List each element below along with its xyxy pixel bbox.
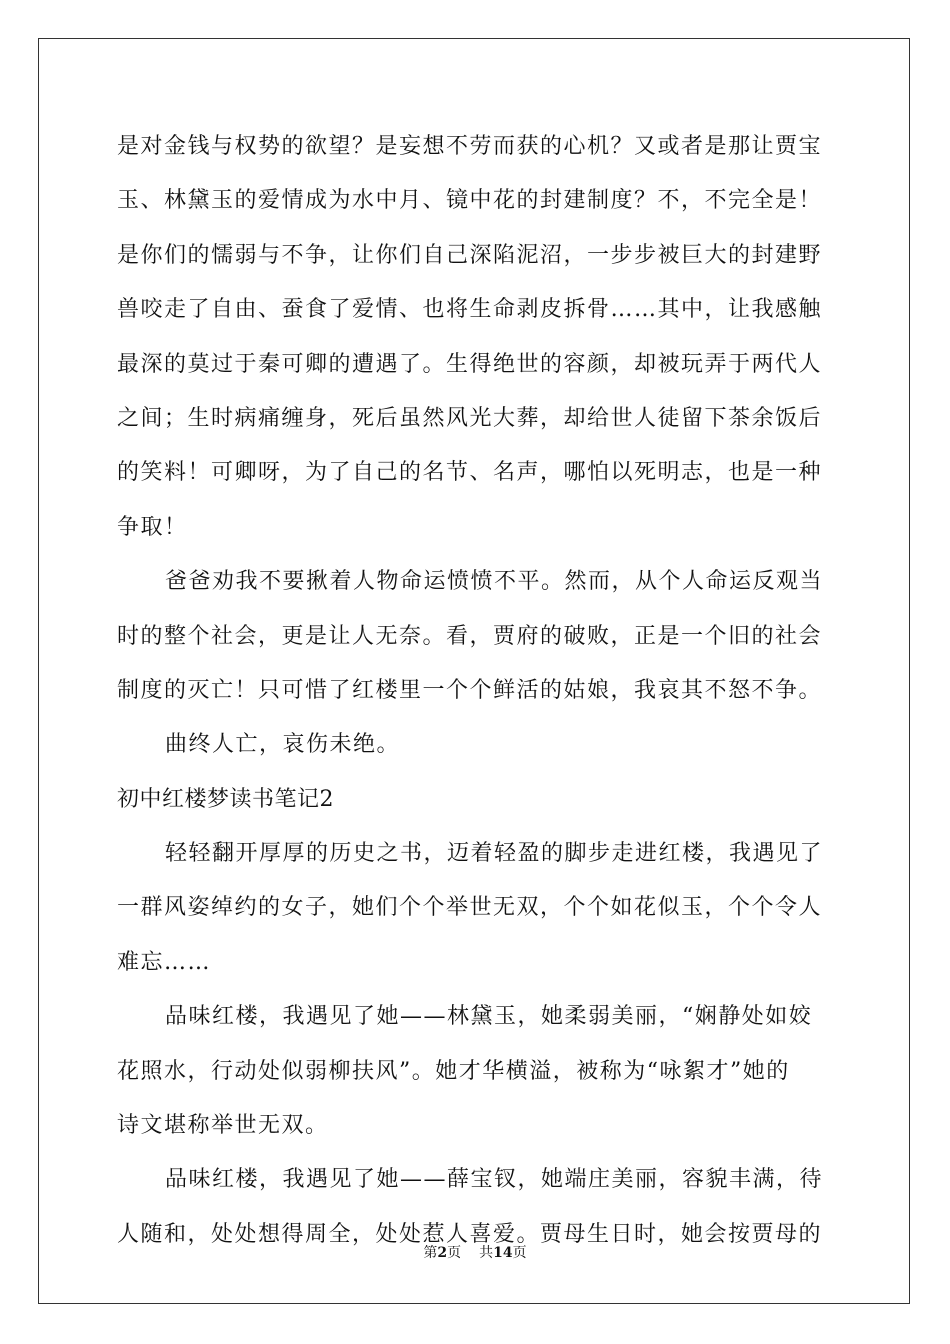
paragraph-start: 爸爸劝我不要揪着人物命运愤愤不平。然而，从个人命运反观当: [165, 569, 824, 595]
paragraph-start: 品味红楼，我遇见了她——薛宝钗，她端庄美丽，容貌丰满，待: [165, 1167, 824, 1193]
text-line: 是你们的懦弱与不争，让你们自己深陷泥沼，一步步被巨大的封建野: [117, 242, 823, 268]
text-line: 争取！: [117, 514, 188, 540]
page-footer: [0, 1242, 950, 1262]
text-line: 最深的莫过于秦可卿的遭遇了。生得绝世的容颜，却被玩弄于两代人: [117, 351, 823, 377]
paragraph-start: 品味红楼，我遇见了她——林黛玉，她柔弱美丽，“娴静处如姣: [165, 1004, 813, 1030]
text-line: 是对金钱与权势的欲望？是妄想不劳而获的心机？又或者是那让贾宝: [117, 134, 823, 159]
total-suffix: 页: [512, 1245, 527, 1261]
page-current: 2: [437, 1245, 448, 1261]
total-prefix: 共: [479, 1245, 494, 1261]
document-body: [117, 120, 833, 1262]
text-line: 制度的灭亡！只可惜了红楼里一个个鲜活的姑娘，我哀其不怒不争。: [117, 677, 823, 703]
text-line: 人随和，处处想得周全，处处惹人喜爱。贾母生日时，她会按贾母的: [117, 1221, 823, 1247]
page-total: 14: [493, 1245, 513, 1261]
page-prefix: 第: [423, 1245, 438, 1261]
text-line: 一群风姿绰约的女子，她们个个举世无双，个个如花似玉，个个令人: [117, 895, 823, 921]
text-line: 兽咬走了自由、蚕食了爱情、也将生命剥皮拆骨……其中，让我感触: [117, 297, 823, 323]
paragraph-start: 轻轻翻开厚厚的历史之书，迈着轻盈的脚步走进红楼，我遇见了: [165, 841, 824, 867]
text-line: 玉、林黛玉的爱情成为水中月、镜中花的封建制度？不，不完全是！: [117, 188, 823, 214]
text-line: 花照水，行动处似弱柳扶风”。她才华横溢，被称为“咏絮才”她的: [117, 1058, 790, 1084]
text-line: 诗文堪称举世无双。: [117, 1113, 329, 1139]
text-line: 的笑料！可卿呀，为了自己的名节、名声，哪怕以死明志，也是一种: [117, 460, 823, 486]
section-heading: 初中红楼梦读书笔记2: [117, 786, 334, 812]
text-line: 时的整个社会，更是让人无奈。看，贾府的破败，正是一个旧的社会: [117, 623, 823, 649]
page-suffix: 页: [447, 1245, 462, 1261]
text-line: 难忘……: [117, 949, 212, 975]
text-line: 之间；生时病痛缠身，死后虽然风光大葬，却给世人徒留下茶余饭后: [117, 405, 823, 431]
paragraph-start: 曲终人亡，哀伤未绝。: [165, 732, 401, 758]
